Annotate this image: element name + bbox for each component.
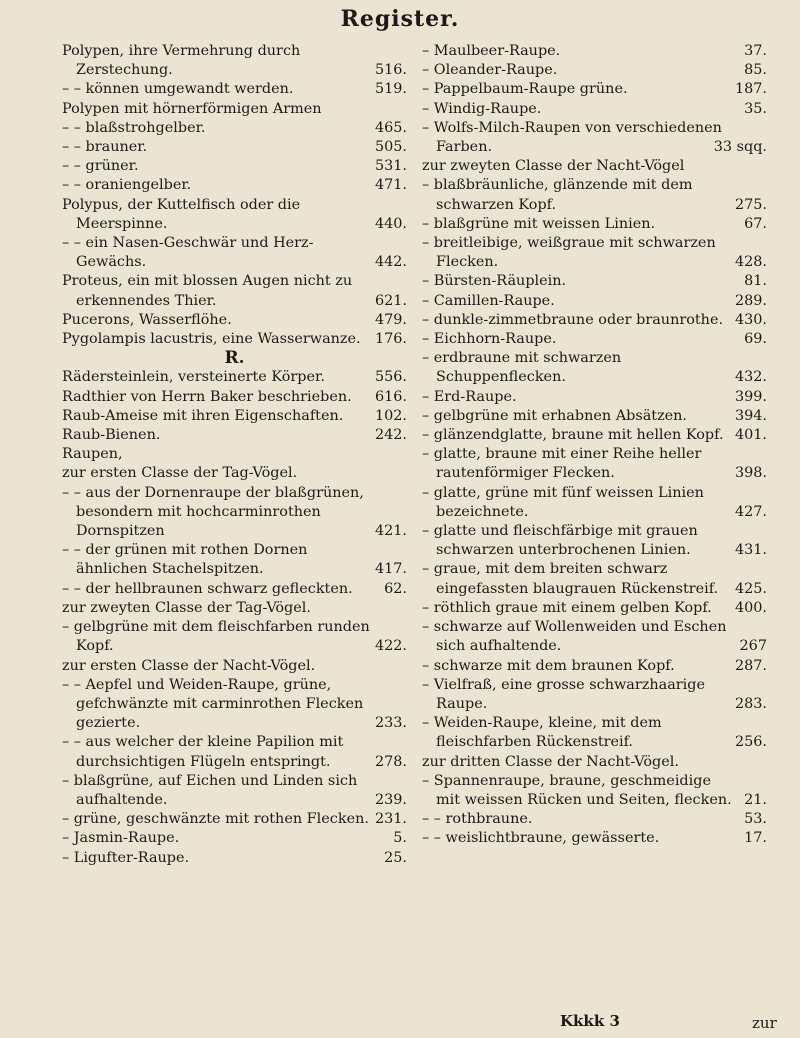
page-number: 267 (739, 638, 767, 655)
index-entry (62, 138, 407, 157)
page-number: 422. (374, 638, 407, 655)
page-number: 35. (744, 100, 767, 117)
entry-text: – – ein Nasen-Geschwär und Herz-Gewächs. (62, 235, 314, 271)
entry-text: – – blaßstrohgelber. (62, 119, 206, 136)
entry-text: Polypus, der Kuttelfisch oder die Meerspinne. (62, 196, 301, 232)
entry-text: – dunkle-zimmetbraune oder braunrothe. (422, 311, 724, 328)
index-entry (422, 215, 767, 234)
index-entry (62, 599, 407, 618)
index-entry (62, 176, 407, 195)
entry-text: – blaßbräunliche, glänzende mit dem schwarzen Kopf. (422, 177, 693, 213)
entry-text: – – rothbraune. (422, 811, 533, 828)
page-number: 440. (374, 215, 407, 232)
entry-text: – Weiden-Raupe, kleine, mit dem fleischfarben Rückenstreif. (422, 715, 662, 751)
page-number: 53. (744, 811, 767, 828)
entry-text: – – aus der Dornenraupe der blaßgrünen, besondern mit hochcarminrothen Dornspitzen (62, 484, 364, 540)
entry-text: R. (224, 348, 245, 369)
entry-text: – blaßgrüne mit weissen Linien. (422, 215, 656, 232)
page-number: 102. (374, 407, 407, 424)
index-entry (422, 349, 767, 387)
page-number: 187. (734, 81, 767, 98)
index-entry (62, 829, 407, 848)
page-number: 5. (393, 830, 407, 847)
page-number: 289. (734, 292, 767, 309)
page-number: 33 sqq. (713, 139, 767, 156)
index-entry (422, 311, 767, 330)
entry-text: – – oraniengelber. (62, 177, 192, 194)
index-entry (422, 772, 767, 810)
index-entry (62, 484, 407, 542)
entry-text: – Jasmin-Raupe. (62, 830, 180, 847)
catchword: zur (752, 1014, 777, 1032)
page-number: 556. (374, 369, 407, 386)
page-number: 287. (734, 657, 767, 674)
page-number: 621. (374, 292, 407, 309)
index-entry (62, 368, 407, 387)
index-entry (62, 426, 407, 445)
index-entry (422, 330, 767, 349)
entry-text: – Oleander-Raupe. (422, 62, 558, 79)
page-number: 21. (744, 791, 767, 808)
page-number: 25. (384, 849, 407, 866)
entry-text: – glatte und fleischfärbige mit grauen schwarzen unterbrochenen Linien. (422, 523, 698, 559)
page-number: 67. (744, 215, 767, 232)
page-number: 421. (374, 523, 407, 540)
index-entry (422, 407, 767, 426)
section-letter (62, 349, 407, 368)
entry-text: – graue, mit dem breiten schwarz eingefassten blaugrauen Rückenstreif. (422, 561, 719, 597)
entry-text: – – brauner. (62, 139, 148, 156)
page-number: 425. (734, 580, 767, 597)
index-entry (62, 445, 407, 464)
index-entry (62, 657, 407, 676)
index-entry (422, 157, 767, 176)
entry-text: – Vielfraß, eine grosse schwarzhaarige Raupe. (422, 676, 705, 712)
index-entry (422, 426, 767, 445)
entry-text: – gelbgrüne mit erhabnen Absätzen. (422, 407, 688, 424)
entry-text: Raupen, (62, 446, 123, 463)
index-entry (62, 676, 407, 734)
entry-text: – glatte, braune mit einer Reihe heller rautenförmiger Flecken. (422, 446, 702, 482)
page-number: 394. (734, 407, 767, 424)
index-entry (62, 541, 407, 579)
entry-text: – – weislichtbraune, gewässerte. (422, 830, 660, 847)
index-entry (62, 42, 407, 80)
entry-text: Proteus, ein mit blossen Augen nicht zu erkennendes Thier. (62, 273, 353, 309)
index-entry (62, 100, 407, 119)
index-entry (62, 311, 407, 330)
entry-text: zur ersten Classe der Tag-Vögel. (62, 465, 298, 482)
entry-text: – Spannenraupe, braune, geschmeidige mit weissen Rücken und Seiten, flecken. (422, 772, 732, 808)
page-number: 231. (374, 811, 407, 828)
index-entry (62, 580, 407, 599)
page-number: 399. (734, 388, 767, 405)
entry-text: – röthlich graue mit einem gelben Kopf. (422, 599, 712, 616)
entry-text: Pucerons, Wasserflöhe. (62, 311, 232, 328)
entry-text: – grüne, geschwänzte mit rothen Flecken. (62, 811, 369, 828)
index-entry (422, 618, 767, 656)
page-number: 479. (374, 311, 407, 328)
index-entry (62, 80, 407, 99)
entry-text: – – der grünen mit rothen Dornen ähnlichen Stachelspitzen. (62, 542, 308, 578)
entry-text: – schwarze mit dem braunen Kopf. (422, 657, 675, 674)
index-entry (62, 330, 407, 349)
index-entry (62, 119, 407, 138)
page-number: 69. (744, 331, 767, 348)
index-entry (422, 829, 767, 848)
entry-text: – Ligufter-Raupe. (62, 849, 190, 866)
index-entry (62, 733, 407, 771)
page-number: 427. (734, 503, 767, 520)
index-entry (422, 80, 767, 99)
page-number: 275. (734, 196, 767, 213)
entry-text: Rädersteinlein, versteinerte Körper. (62, 369, 325, 386)
page-number: 81. (744, 273, 767, 290)
page-number: 431. (734, 542, 767, 559)
index-entry (422, 292, 767, 311)
entry-text: zur dritten Classe der Nacht-Vögel. (422, 753, 679, 770)
page-number: 428. (734, 254, 767, 271)
entry-text: – gelbgrüne mit dem fleischfarben runden Kopf. (62, 619, 370, 655)
entry-text: Polypen mit hörnerförmigen Armen (62, 100, 322, 117)
index-entry (422, 522, 767, 560)
entry-text: – Camillen-Raupe. (422, 292, 555, 309)
page-number: 62. (384, 580, 407, 597)
page-number: 256. (734, 734, 767, 751)
entry-text: – glatte, grüne mit fünf weissen Linien bezeichnete. (422, 484, 704, 520)
page-number: 616. (374, 388, 407, 405)
entry-text: – erdbraune mit schwarzen Schuppenflecken. (422, 350, 622, 386)
index-entry (62, 196, 407, 234)
entry-text: – – grüner. (62, 158, 139, 175)
entry-text: – schwarze auf Wollenweiden und Eschen sich aufhaltende. (422, 619, 727, 655)
index-entry (422, 42, 767, 61)
index-entry (62, 618, 407, 656)
page-number: 519. (374, 81, 407, 98)
page-number: 465. (374, 119, 407, 136)
page-number: 417. (374, 561, 407, 578)
index-entry (422, 61, 767, 80)
index-entry (62, 772, 407, 810)
page-number: 505. (374, 139, 407, 156)
index-entry (62, 388, 407, 407)
entry-text: – Eichhorn-Raupe. (422, 331, 557, 348)
page-number: 516. (374, 62, 407, 79)
entry-text: Radthier von Herrn Baker beschrieben. (62, 388, 352, 405)
entry-text: – – können umgewandt werden. (62, 81, 294, 98)
entry-text: zur zweyten Classe der Nacht-Vögel (422, 158, 685, 175)
page-number: 176. (374, 331, 407, 348)
entry-text: – blaßgrüne, auf Eichen und Linden sich aufhaltende. (62, 772, 358, 808)
index-entry (422, 599, 767, 618)
page-number: 85. (744, 62, 767, 79)
signature-mark: Kkkk 3 (560, 1012, 620, 1030)
index-entry (422, 657, 767, 676)
index-entry (422, 714, 767, 752)
index-entry (62, 407, 407, 426)
page-number: 400. (734, 599, 767, 616)
index-entry (422, 484, 767, 522)
page-number: 442. (374, 254, 407, 271)
right-column (422, 42, 767, 849)
page-number: 278. (374, 753, 407, 770)
index-entry (422, 753, 767, 772)
index-entry (422, 810, 767, 829)
entry-text: – – Aepfel und Weiden-Raupe, grüne, gefchwänzte mit carminrothen Flecken gezierte. (62, 676, 364, 732)
entry-text: Raub-Ameise mit ihren Eigenschaften. (62, 407, 344, 424)
index-entry (62, 849, 407, 868)
page-number: 17. (744, 830, 767, 847)
page-number: 242. (374, 427, 407, 444)
page-number: 398. (734, 465, 767, 482)
index-entry (62, 464, 407, 483)
page-number: 430. (734, 311, 767, 328)
index-entry (422, 560, 767, 598)
index-entry (422, 388, 767, 407)
entry-text: zur zweyten Classe der Tag-Vögel. (62, 599, 311, 616)
page-number: 471. (374, 177, 407, 194)
index-entry (62, 157, 407, 176)
entry-text: – glänzendglatte, braune mit hellen Kopf. (422, 427, 724, 444)
left-column (62, 42, 407, 868)
entry-text: Raub-Bienen. (62, 427, 161, 444)
entry-text: Polypen, ihre Vermehrung durch Zerstechung. (62, 43, 301, 79)
page-number: 37. (744, 43, 767, 59)
index-entry (422, 100, 767, 119)
page-number: 283. (734, 695, 767, 712)
index-entry (422, 234, 767, 272)
page-number: 531. (374, 158, 407, 175)
entry-text: – Pappelbaum-Raupe grüne. (422, 81, 628, 98)
entry-text: zur ersten Classe der Nacht-Vögel. (62, 657, 316, 674)
page-title: Register. (340, 6, 460, 32)
page-number: 239. (374, 791, 407, 808)
entry-text: – – aus welcher der kleine Papilion mit durchsichtigen Flügeln entspringt. (62, 734, 344, 770)
entry-text: – Windig-Raupe. (422, 100, 542, 117)
entry-text: – – der hellbraunen schwarz gefleckten. (62, 580, 353, 597)
page-number: 432. (734, 369, 767, 386)
index-entry (422, 176, 767, 214)
entry-text: – Maulbeer-Raupe. (422, 43, 561, 59)
entry-text: Pygolampis lacustris, eine Wasserwanze. (62, 331, 361, 348)
index-entry (62, 234, 407, 272)
entry-text: – Bürsten-Räuplein. (422, 273, 567, 290)
entry-text: – breitleibige, weißgraue mit schwarzen Flecken. (422, 235, 716, 271)
index-entry (62, 272, 407, 310)
index-entry (422, 445, 767, 483)
index-entry (422, 676, 767, 714)
entry-text: – Erd-Raupe. (422, 388, 517, 405)
entry-text: – Wolfs-Milch-Raupen von verschiedenen Farben. (422, 119, 722, 156)
index-entry (422, 119, 767, 157)
page-number: 233. (374, 715, 407, 732)
index-entry (62, 810, 407, 829)
page-number: 401. (734, 427, 767, 444)
index-entry (422, 272, 767, 291)
